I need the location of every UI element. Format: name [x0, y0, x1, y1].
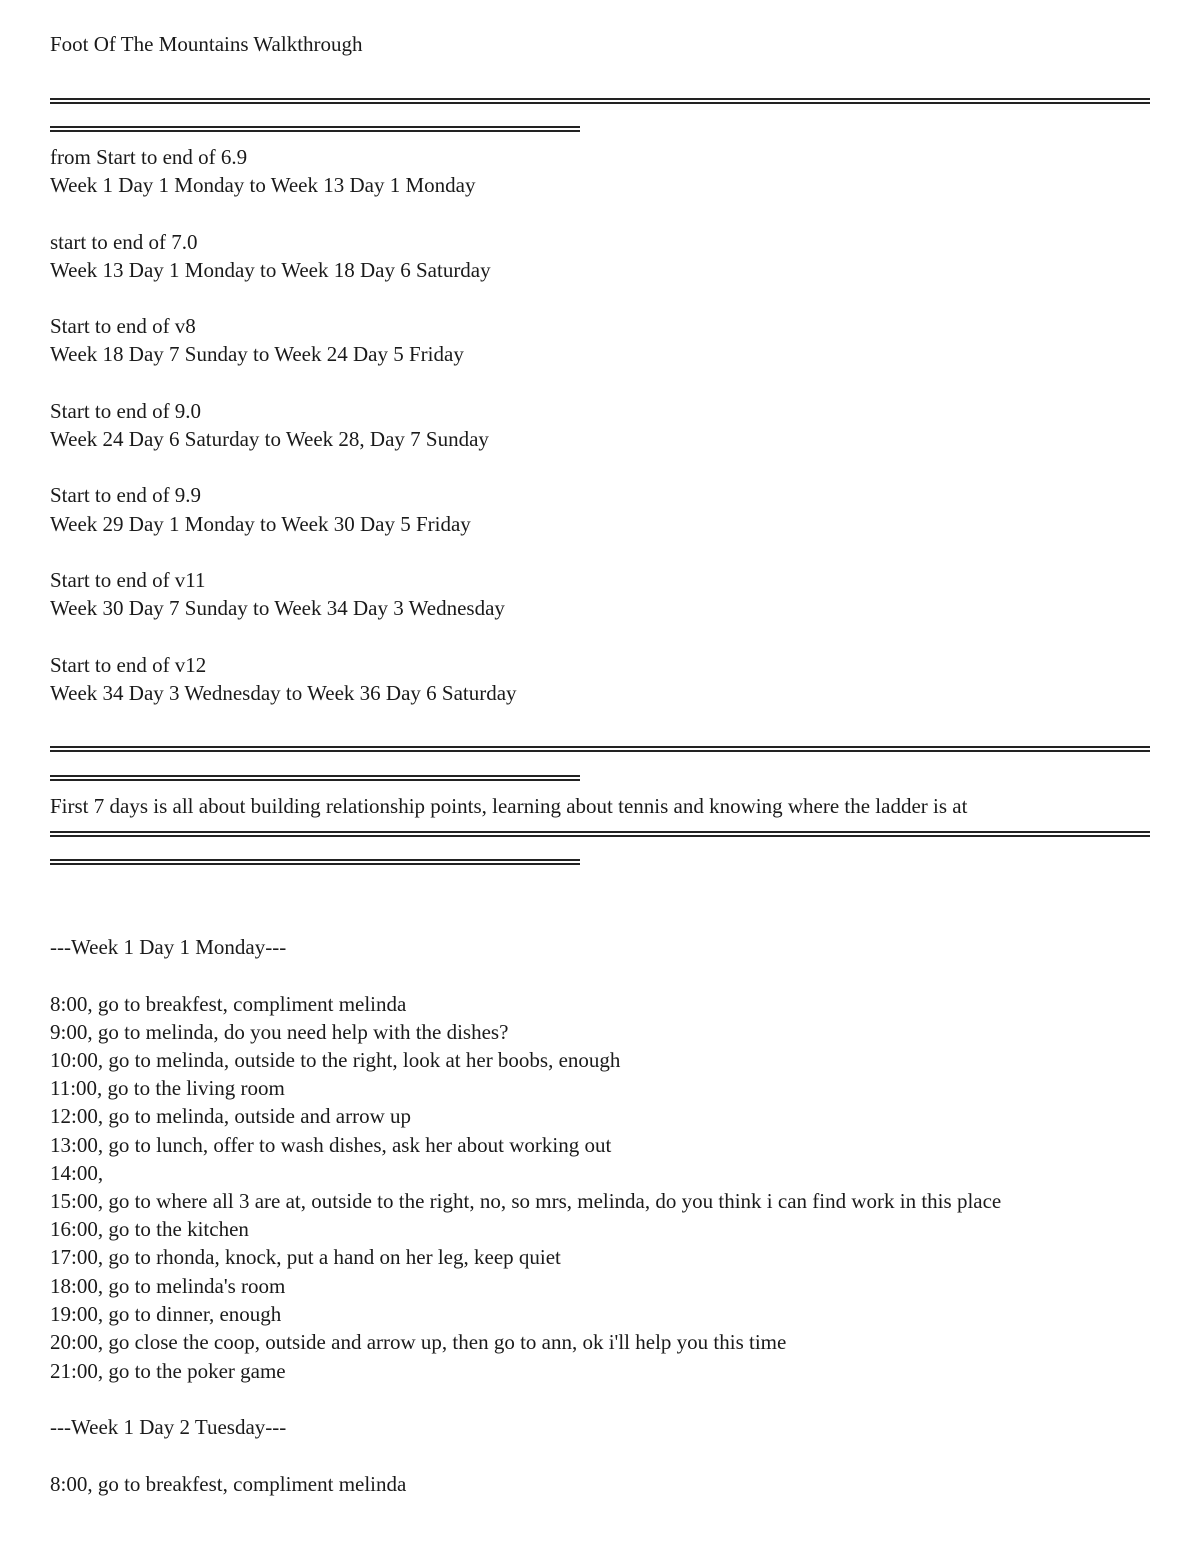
- step-line: 8:00, go to breakfest, compliment melinda: [50, 1472, 407, 1496]
- version-range: Week 18 Day 7 Sunday to Week 24 Day 5 Friday: [50, 342, 464, 366]
- version-label: Start to end of v8: [50, 314, 196, 338]
- version-label: Start to end of 9.0: [50, 399, 202, 423]
- day-heading: ---Week 1 Day 2 Tuesday---: [50, 1415, 287, 1439]
- step-line: 11:00, go to the living room: [50, 1076, 285, 1100]
- version-range: Week 13 Day 1 Monday to Week 18 Day 6 Saturday: [50, 258, 491, 282]
- intro-text: First 7 days is all about building relationship points, learning about tennis and knowing where the ladder is at: [50, 794, 968, 818]
- version-label: start to end of 7.0: [50, 230, 198, 254]
- step-line: 15:00, go to where all 3 are at, outside to the right, no, so mrs, melinda, do you think i can find work in this place: [50, 1189, 1002, 1213]
- document-title: Foot Of The Mountains Walkthrough: [50, 32, 363, 56]
- version-range: Week 29 Day 1 Monday to Week 30 Day 5 Friday: [50, 512, 471, 536]
- divider-half: [50, 775, 580, 781]
- step-line: 20:00, go close the coop, outside and arrow up, then go to ann, ok i'll help you this time: [50, 1330, 787, 1354]
- step-line: 8:00, go to breakfest, compliment melinda: [50, 992, 407, 1016]
- divider-full: [50, 746, 1150, 752]
- step-line: 12:00, go to melinda, outside and arrow up: [50, 1104, 412, 1128]
- version-range: Week 24 Day 6 Saturday to Week 28, Day 7 Sunday: [50, 427, 489, 451]
- version-label: Start to end of 9.9: [50, 483, 202, 507]
- version-label: Start to end of v12: [50, 653, 207, 677]
- step-line: 19:00, go to dinner, enough: [50, 1302, 282, 1326]
- divider-full: [50, 98, 1150, 104]
- step-line: 18:00, go to melinda's room: [50, 1274, 286, 1298]
- step-line: 9:00, go to melinda, do you need help with the dishes?: [50, 1020, 509, 1044]
- version-range: Week 1 Day 1 Monday to Week 13 Day 1 Monday: [50, 173, 476, 197]
- version-label: Start to end of v11: [50, 568, 206, 592]
- step-line: 17:00, go to rhonda, knock, put a hand on her leg, keep quiet: [50, 1245, 561, 1269]
- day-heading: ---Week 1 Day 1 Monday---: [50, 935, 287, 959]
- step-line: 10:00, go to melinda, outside to the right, look at her boobs, enough: [50, 1048, 621, 1072]
- version-range: Week 30 Day 7 Sunday to Week 34 Day 3 Wednesday: [50, 596, 505, 620]
- version-range: Week 34 Day 3 Wednesday to Week 36 Day 6 Saturday: [50, 681, 517, 705]
- divider-half: [50, 126, 580, 132]
- step-line: 13:00, go to lunch, offer to wash dishes, ask her about working out: [50, 1133, 612, 1157]
- divider-full: [50, 831, 1150, 837]
- step-line: 21:00, go to the poker game: [50, 1359, 286, 1383]
- step-line: 14:00,: [50, 1161, 104, 1185]
- version-label: from Start to end of 6.9: [50, 145, 248, 169]
- divider-half: [50, 859, 580, 865]
- step-line: 16:00, go to the kitchen: [50, 1217, 249, 1241]
